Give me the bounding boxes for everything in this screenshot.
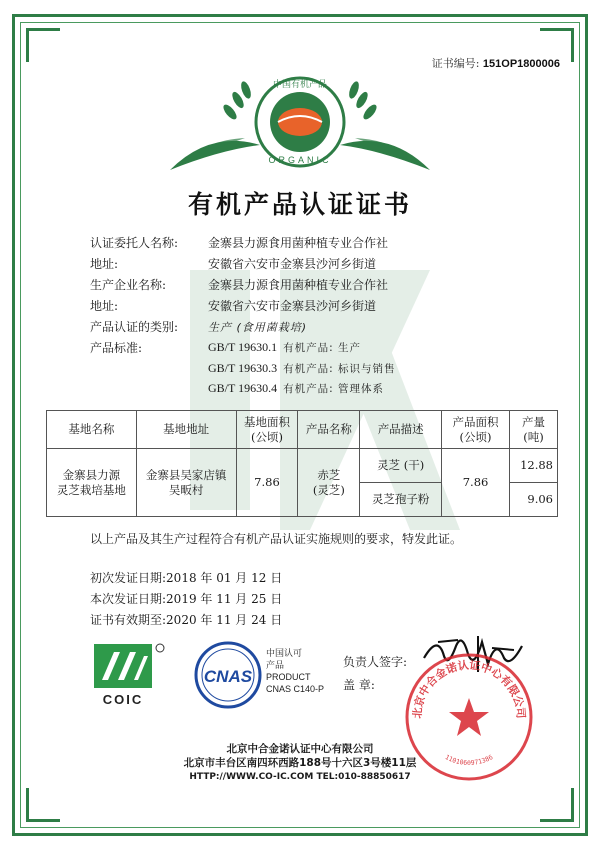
info-row-category: 产品认证的类别: 生产 (食用菌栽培) (90, 320, 308, 334)
header-base-name: 基地名称 (47, 411, 137, 449)
certificate-number-label: 证书编号: (431, 57, 480, 70)
issue-dates (90, 567, 282, 630)
cell-product-area: 7.86 (442, 449, 510, 517)
date-row-current-issue: 本次发证日期: 2019 年 11 月 25 日 (90, 592, 283, 606)
certificate-number (432, 55, 560, 71)
certificate-info (90, 232, 530, 398)
header-base-address: 基地地址 (136, 411, 236, 449)
seal-text: 北京中合金诺认证中心有限公司 (410, 658, 528, 720)
standards-list (208, 358, 530, 398)
header-product-name: 产品名称 (298, 411, 360, 449)
header-product-area: 产品面积 (公顷) (442, 411, 510, 449)
standard-line: GB/T 19630.4 有机产品: 管理体系 (208, 380, 384, 395)
info-row-producer-address: 地址: 安徽省六安市金寨县沙河乡街道 (90, 299, 377, 313)
cell-product-name: 赤芝 (灵芝) (298, 449, 360, 517)
signature-label: 负责人签字: (343, 655, 408, 669)
header-output: 产量 (吨) (509, 411, 557, 449)
base-product-table (46, 410, 558, 517)
cell-product-desc: 灵芝 (干) (360, 449, 442, 483)
cnas-logo-text: CNAS (203, 667, 253, 686)
coic-logo-text: COIC (102, 692, 144, 707)
date-row-first-issue: 初次发证日期: 2018 年 01 月 12 日 (90, 571, 283, 585)
frame-corner-ornament (26, 28, 60, 62)
seal-number: 1101060971386 (443, 753, 495, 767)
cell-product-desc: 灵芝孢子粉 (360, 483, 442, 517)
info-row-client: 认证委托人名称: 金寨县力源食用菌种植专业合作社 (90, 236, 389, 250)
cell-output: 12.88 (509, 449, 557, 483)
issuer-contact: HTTP://WWW.CO-IC.COM TEL:010-88850617 (189, 772, 411, 782)
cnas-accreditation-text: 中国认可 产品 PRODUCT CNAS C140-P (266, 648, 325, 694)
info-row-producer: 生产企业名称: 金寨县力源食用菌种植专业合作社 (90, 278, 389, 292)
standard-line: GB/T 19630.1 有机产品: 生产 (208, 340, 361, 354)
date-row-valid-until: 证书有效期至: 2020 年 11 月 24 日 (90, 613, 283, 627)
cell-base-name: 金寨县力源 灵芝栽培基地 (47, 449, 137, 517)
cell-base-address: 金寨县吴家店镇 吴畈村 (136, 449, 236, 517)
frame-corner-ornament (540, 788, 574, 822)
page-title: 有机产品认证证书 (187, 190, 412, 219)
info-row-client-address: 地址: 安徽省六安市金寨县沙河乡街道 (90, 257, 377, 271)
issuer-footer (0, 742, 600, 784)
cell-output: 9.06 (509, 483, 557, 517)
issuer-name: 北京中合金诺认证中心有限公司 (226, 743, 374, 755)
coic-logo-icon (90, 640, 170, 710)
standard-line: GB/T 19630.3 有机产品: 标识与销售 (208, 360, 396, 375)
issuer-address: 北京市丰台区南四环西路188号十六区3号楼11层 (183, 757, 417, 769)
table-header-row (47, 411, 558, 449)
certification-statement: 以上产品及其生产过程符合有机产品认证实施规则的要求，特发此证。 (90, 532, 463, 546)
header-product-desc: 产品描述 (360, 411, 442, 449)
header-base-area: 基地面积 (公顷) (236, 411, 298, 449)
signature-block (343, 650, 407, 696)
table-row (47, 449, 558, 483)
organic-emblem-icon (150, 70, 450, 180)
cell-base-area: 7.86 (236, 449, 298, 517)
frame-corner-ornament (26, 788, 60, 822)
seal-label: 盖 章: (343, 678, 375, 692)
emblem-en-text: ORGANIC (268, 155, 332, 165)
emblem-cn-text: 中国有机产品 (272, 80, 328, 90)
certificate-number-value: 151OP1800006 (482, 58, 560, 70)
info-row-standards: 产品标准: GB/T 19630.1 有机产品: 生产 (90, 337, 530, 358)
